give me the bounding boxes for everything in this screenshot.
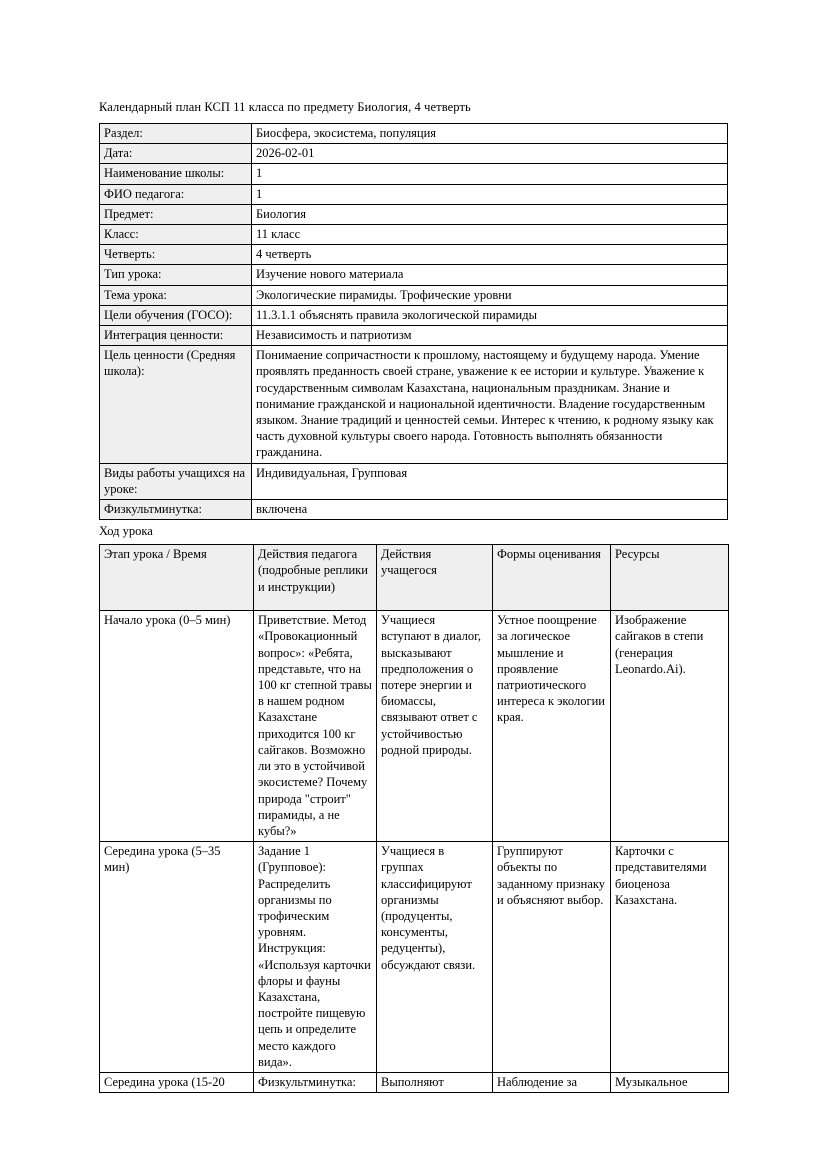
- table-row: [100, 164, 728, 184]
- table-row: [100, 225, 728, 245]
- table-row: [100, 842, 729, 1073]
- info-value: Независимость и патриотизм: [252, 326, 728, 346]
- cell-assessment-forms: Группируют объекты по заданному признаку и объясняют выбор.: [493, 842, 611, 1073]
- cell-stage: Середина урока (15-20: [100, 1072, 254, 1092]
- info-value: 4 четверть: [252, 245, 728, 265]
- table-row: [100, 1072, 729, 1092]
- table-row: [100, 500, 728, 520]
- column-header-resources: Ресурсы: [611, 545, 729, 611]
- info-label: Наименование школы:: [100, 164, 252, 184]
- cell-assessment-forms: Устное поощрение за логическое мышление и проявление патриотического интереса к экологии края.: [493, 611, 611, 842]
- info-value: Биология: [252, 204, 728, 224]
- cell-resources: Музыкальное: [611, 1072, 729, 1092]
- table-row: [100, 245, 728, 265]
- cell-stage: Середина урока (5–35 мин): [100, 842, 254, 1073]
- info-value: 11 класс: [252, 225, 728, 245]
- table-row: [100, 124, 728, 144]
- cell-teacher-actions: Задание 1 (Групповое): Распределить организмы по трофическим уровням. Инструкция: «Используя карточки флоры и фауны Казахстана, постройте пищевую цепь и определите место каждого вида».: [254, 842, 377, 1073]
- info-value: 11.3.1.1 объяснять правила экологической пирамиды: [252, 305, 728, 325]
- info-label: Предмет:: [100, 204, 252, 224]
- lesson-flow-header: [100, 545, 729, 611]
- lesson-flow-body: [100, 611, 729, 1093]
- table-row: [100, 326, 728, 346]
- table-row: [100, 305, 728, 325]
- info-value: Биосфера, экосистема, популяция: [252, 124, 728, 144]
- info-label: Цель ценности (Средняя школа):: [100, 346, 252, 463]
- info-value: 2026-02-01: [252, 144, 728, 164]
- column-header-student-actions: Действия учащегося: [377, 545, 493, 611]
- table-row: [100, 204, 728, 224]
- info-label: Тема урока:: [100, 285, 252, 305]
- cell-resources: Изображение сайгаков в степи (генерация Leonardo.Ai).: [611, 611, 729, 842]
- info-label: Класс:: [100, 225, 252, 245]
- column-header-stage: Этап урока / Время: [100, 545, 254, 611]
- table-row: [100, 184, 728, 204]
- info-label: ФИО педагога:: [100, 184, 252, 204]
- table-header-row: [100, 545, 729, 611]
- table-row: [100, 463, 728, 499]
- lesson-info-body: [100, 124, 728, 520]
- cell-assessment-forms: Наблюдение за: [493, 1072, 611, 1092]
- table-row: [100, 611, 729, 842]
- info-value: 1: [252, 184, 728, 204]
- info-value: включена: [252, 500, 728, 520]
- cell-student-actions: Учащиеся вступают в диалог, высказывают предположения о потере энергии и биомассы, связывают ответ с устойчивостью родной природы.: [377, 611, 493, 842]
- table-row: [100, 285, 728, 305]
- lesson-flow-table: [99, 544, 729, 1093]
- info-label: Физкультминутка:: [100, 500, 252, 520]
- cell-teacher-actions: Приветствие. Метод «Провокационный вопрос»: «Ребята, представьте, что на 100 кг степной травы в нашем родном Казахстане приходится 100 кг сайгаков. Возможно ли это в устойчивой экосистеме? Почему природа "строит" пирамиды, а не кубы?»: [254, 611, 377, 842]
- info-label: Тип урока:: [100, 265, 252, 285]
- info-value: Изучение нового материала: [252, 265, 728, 285]
- info-label: Виды работы учащихся на уроке:: [100, 463, 252, 499]
- info-label: Четверть:: [100, 245, 252, 265]
- column-header-assessment-forms: Формы оценивания: [493, 545, 611, 611]
- info-value: Индивидуальная, Групповая: [252, 463, 728, 499]
- info-label: Дата:: [100, 144, 252, 164]
- table-row: [100, 144, 728, 164]
- info-value: 1: [252, 164, 728, 184]
- table-row: [100, 265, 728, 285]
- cell-stage: Начало урока (0–5 мин): [100, 611, 254, 842]
- info-value: Экологические пирамиды. Трофические уровни: [252, 285, 728, 305]
- section-caption-lesson-flow: Ход урока: [99, 524, 153, 539]
- lesson-info-table: [99, 123, 728, 520]
- info-label: Цели обучения (ГОСО):: [100, 305, 252, 325]
- column-header-teacher-actions: Действия педагога (подробные реплики и инструкции): [254, 545, 377, 611]
- page-title: Календарный план КСП 11 класса по предмету Биология, 4 четверть: [99, 100, 471, 114]
- info-label: Раздел:: [100, 124, 252, 144]
- cell-teacher-actions: Физкультминутка:: [254, 1072, 377, 1092]
- table-row: [100, 346, 728, 463]
- cell-student-actions: Учащиеся в группах классифицируют организмы (продуценты, консументы, редуценты), обсуждают связи.: [377, 842, 493, 1073]
- info-value: Понимаение сопричастности к прошлому, настоящему и будущему народа. Умение проявлять преданность своей стране, уважение к ее истории и культуре. Уважение к государственным символам Казахстана, национальным праздникам. Знание и понимание гражданской и национальной идентичности. Владение государственным языком. Знание традиций и ценностей семьи. Интерес к чтению, к родному языку как часть духовной культуры своего народа. Готовность выполнять обязанности гражданина.: [252, 346, 728, 463]
- cell-resources: Карточки с представителями биоценоза Казахстана.: [611, 842, 729, 1073]
- info-label: Интеграция ценности:: [100, 326, 252, 346]
- cell-student-actions: Выполняют: [377, 1072, 493, 1092]
